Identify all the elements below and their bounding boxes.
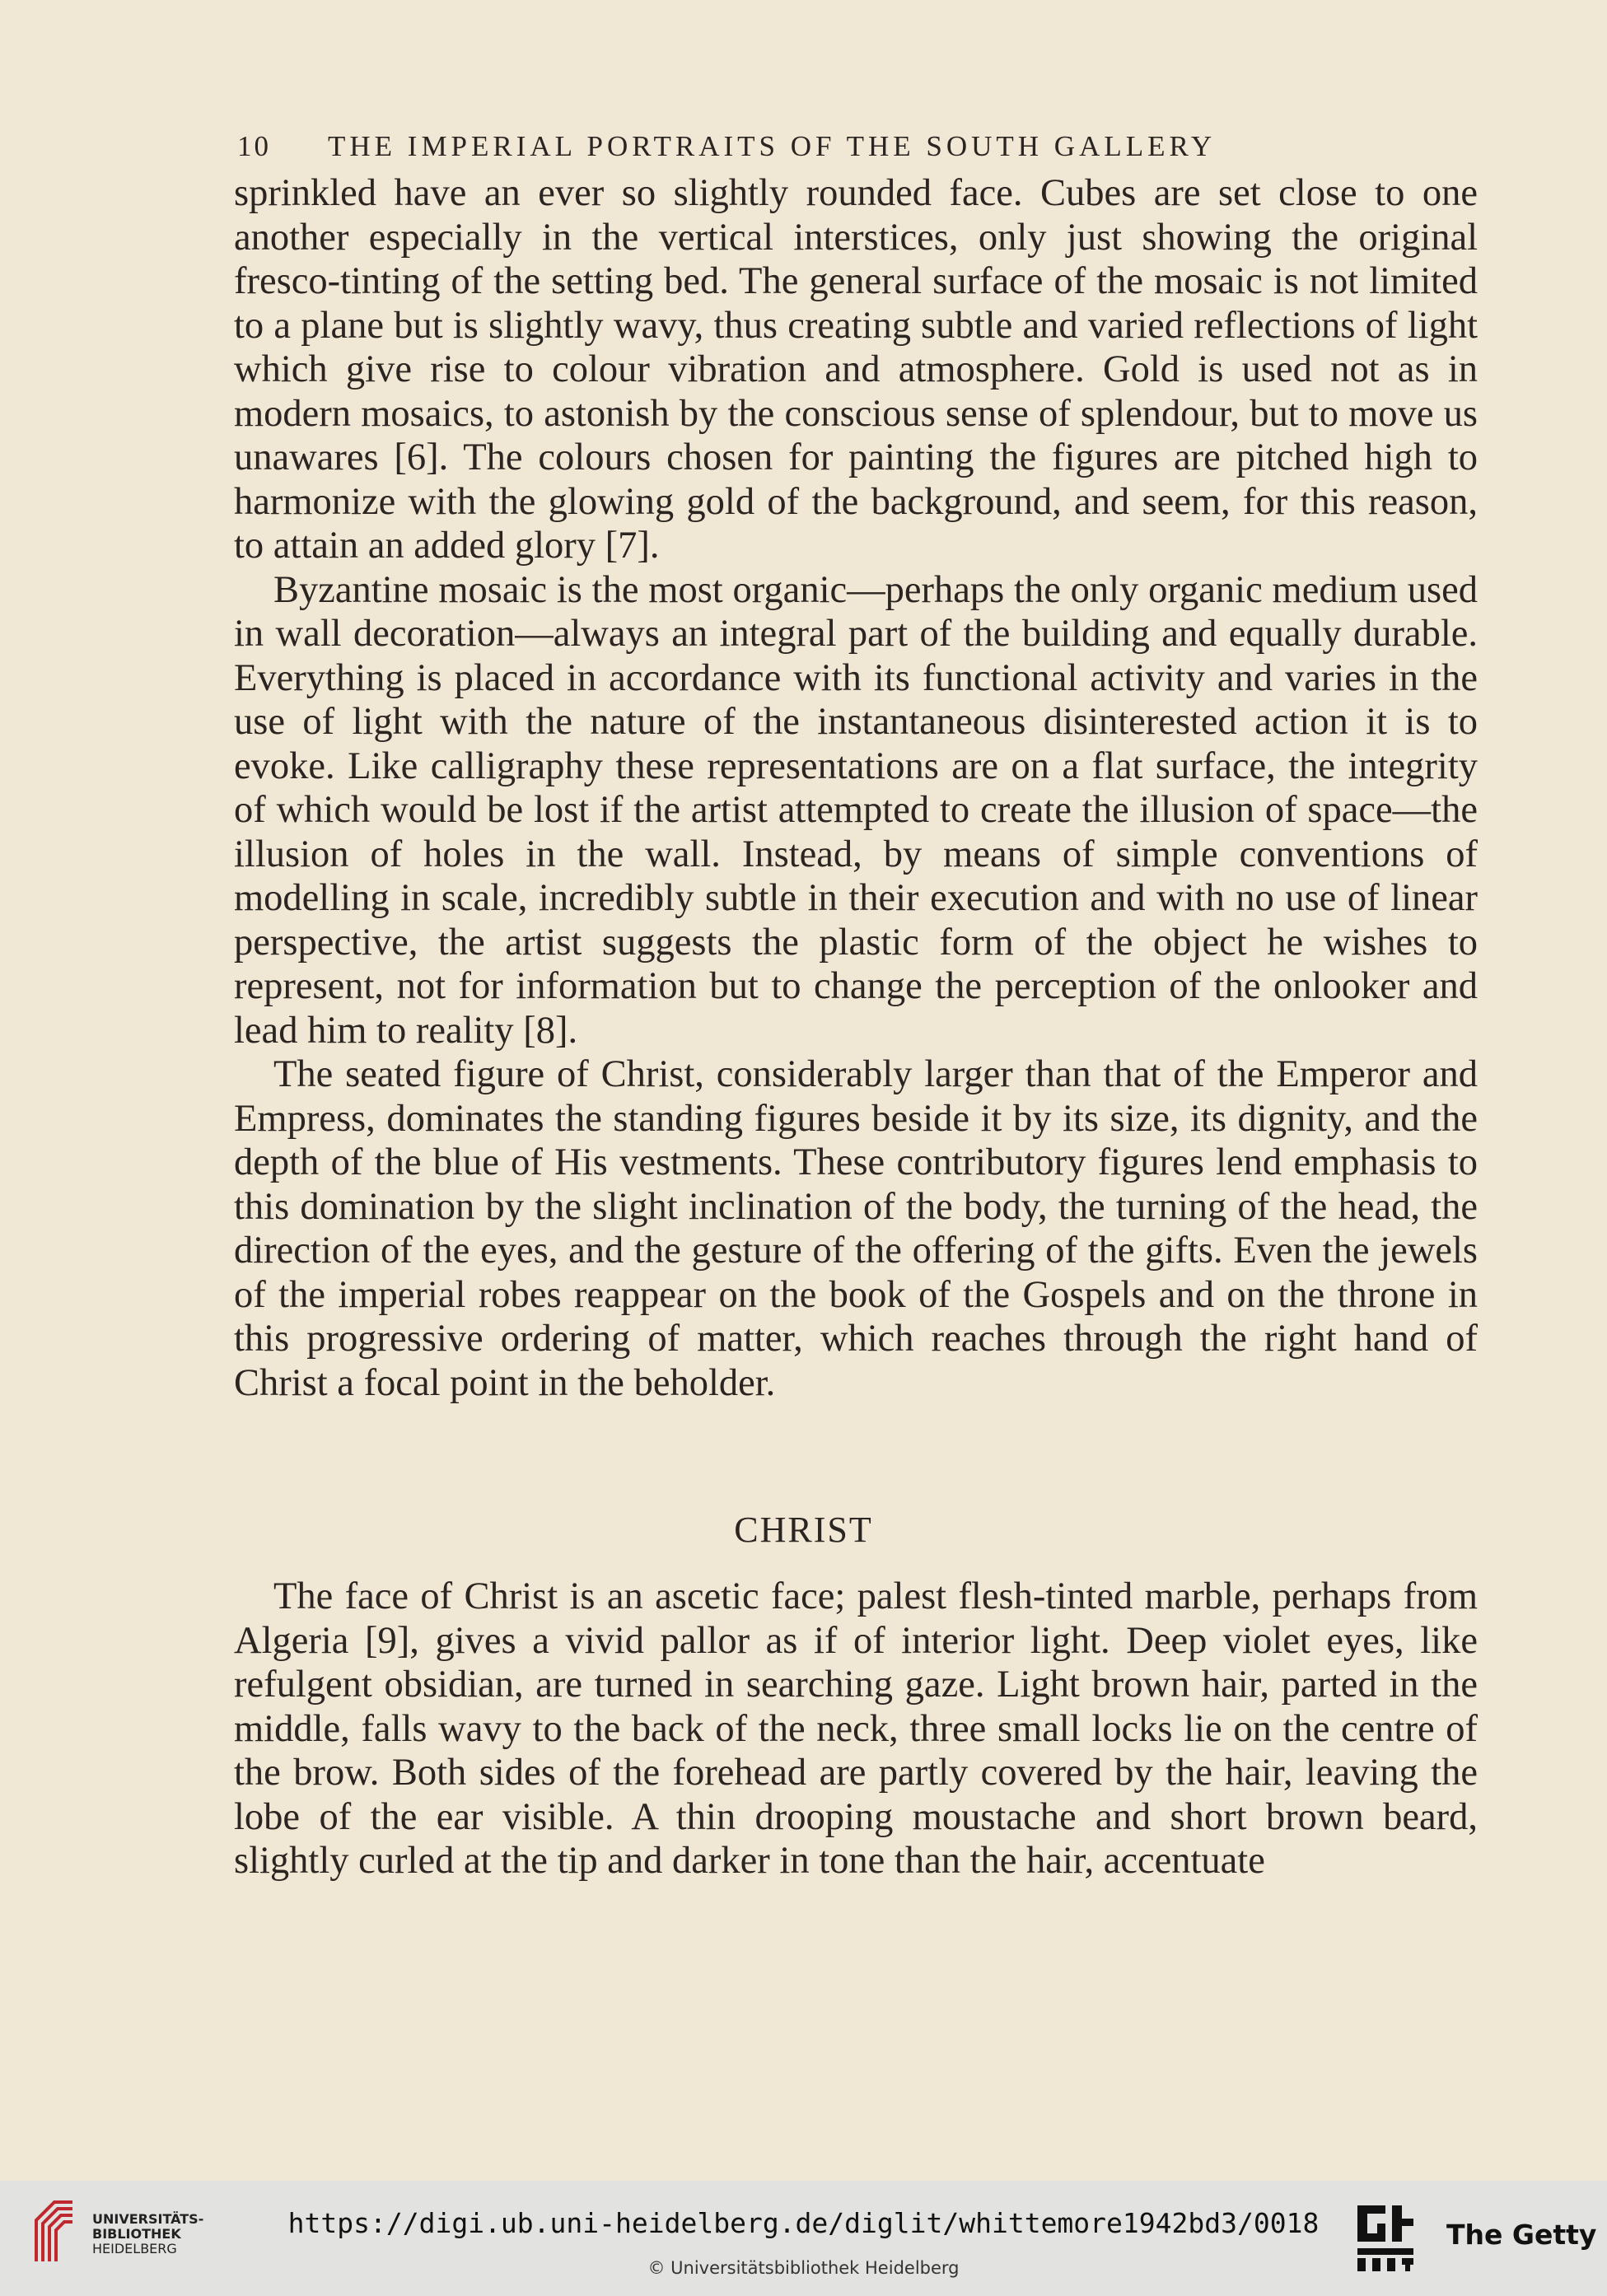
- section-body-text: [234, 1575, 1478, 1883]
- section-paragraph-1: The face of Christ is an ascetic face; palest flesh-tinted marble, perhaps from Algeria [9], gives a vivid pallor as if of interior light. Deep violet eyes, like refulgent obsidian, are turned in searching gaze. Light brown hair, parted in the middle, falls wavy to the back of the neck, three small locks lie on the centre of the brow. Both sides of the forehead are partly covered by the hair, leaving the lobe of the ear visible. A thin drooping moustache and short brown beard, slightly curled at the tip and darker in tone than the hair, accentuate: [234, 1575, 1478, 1882]
- library-name-line3: HEIDELBERG: [92, 2241, 177, 2256]
- library-name-line1: UNIVERSITÄTS-: [92, 2211, 204, 2227]
- footer-bar: [0, 2181, 1607, 2296]
- permalink-url[interactable]: https://digi.ub.uni-heidelberg.de/diglit/whittemore1942bd3/0018: [287, 2207, 1320, 2239]
- paragraph-2: Byzantine mosaic is the most organic—perhaps the only organic medium used in wall decoration—always an integral part of the building and equally durable. Everything is placed in accordance with its functional activity and varies in the use of light with the nature of the instantaneous disinterested action it is to evoke. Like calligraphy these representations are on a flat surface, the integrity of which would be lost if the artist attempted to create the illusion of space—the illusion of holes in the wall. Instead, by means of simple conventions of modelling in scale, incredibly subtle in their execution and with no use of linear perspective, the artist suggests the plastic form of the object he wishes to represent, not for information but to change the perception of the onlooker and lead him to reality [8].: [234, 568, 1478, 1052]
- running-head: [237, 130, 1374, 163]
- section-heading: CHRIST: [734, 1510, 873, 1550]
- paragraph-1: sprinkled have an ever so slightly rounded face. Cubes are set close to one another especially in the vertical interstices, only just showing the original fresco-tinting of the setting bed. The general surface of the mosaic is not limited to a plane but is slightly wavy, thus creating subtle and varied reflections of light which give rise to colour vibration and atmosphere. Gold is used not as in modern mosaics, to astonish by the conscious sense of splendour, but to move us unawares [6]. The colours chosen for painting the figures are pitched high to harmonize with the glowing gold of the background, and seem, for this reason, to attain an added glory [7].: [234, 172, 1478, 567]
- getty-label: The Getty: [1446, 2219, 1597, 2251]
- getty-logo-icon: [1354, 2200, 1420, 2275]
- page-number: 10: [237, 130, 271, 162]
- copyright-notice: © Universitätsbibliothek Heidelberg: [647, 2258, 960, 2278]
- running-title: THE IMPERIAL PORTRAITS OF THE SOUTH GALLERY: [328, 130, 1217, 162]
- body-text: [234, 171, 1478, 1405]
- paragraph-3: The seated figure of Christ, considerably larger than that of the Emperor and Empress, dominates the standing figures beside it by its size, its dignity, and the depth of the blue of His vestments. These contributory figures lend emphasis to this domination by the slight inclination of the body, the turning of the head, the direction of the eyes, and the gesture of the offering of the gifts. Even the jewels of the imperial robes reappear on the book of the Gospels and on the throne in this progressive ordering of matter, which reaches through the right hand of Christ a focal point in the beholder.: [234, 1053, 1478, 1404]
- library-name-line2: BIBLIOTHEK: [92, 2226, 181, 2242]
